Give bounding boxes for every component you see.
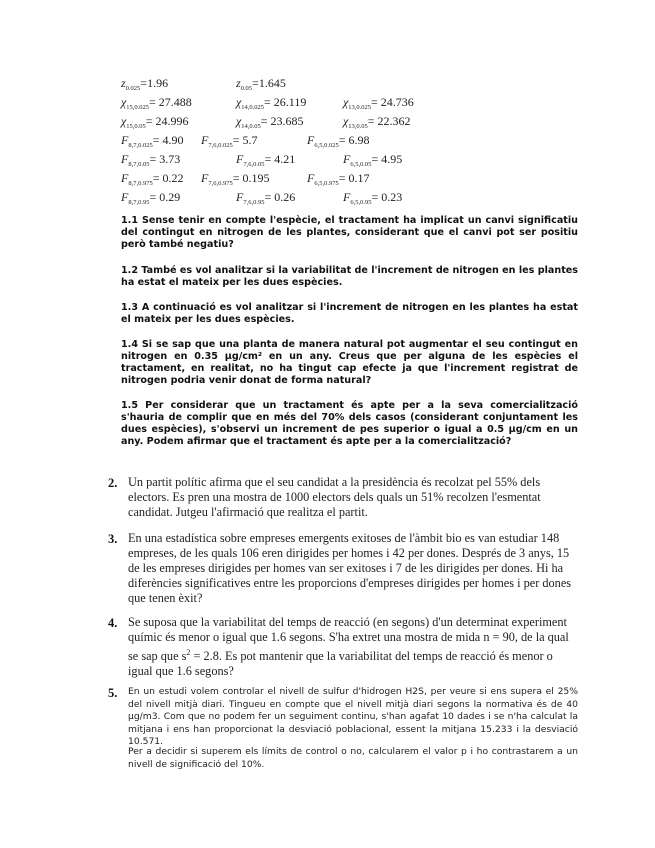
f-value: $F_{6,5,0.025}= 6.98$	[307, 133, 370, 149]
problem-3-text: En una estadística sobre empreses emergents exitoses de l'àmbit bio es van estudiar 148 empreses, de les quals 106 eren dirigides per homes i 42 per dones. Després de 3 anys, 15 de les empreses dirigides per homes van ser exitoses i 7 de les dirigides per dones. Hi ha diferències significatives entre les proporcions d'empreses dirigides per homes i per dones que tenen èxit?	[128, 531, 572, 605]
chi-square-value: $\chi_{15,0.05}= 24.996$	[121, 114, 189, 130]
problem-4-text: Se suposa que la variabilitat del temps de reacció (en segons) d'un determinat experiment químic és menor o igual que 1.6 segons. S'ha extret una mostra de mida n = 90, de la qual se sap que $s^2 = 2.8$. Es pot mantenir que la variabilitat del temps de reacció és menor o igual que 1.6 segons?	[128, 615, 569, 679]
z-value: $z_{0.05}=1.645$	[236, 76, 286, 92]
question-1-3: 1.3 A continuació es vol analitzar si l'increment de nitrogen en les plantes ha estat el mateix per les dues espècies.	[121, 302, 578, 325]
table-row	[121, 171, 541, 190]
f-value: $F_{8,7,0.025}= 4.90$	[121, 133, 184, 149]
chi-square-value: $\chi_{14,0.05}= 23.685$	[236, 114, 304, 130]
problem-5-text-2: Per a decidir si superem els límits de control o no, calcularem el valor p i ho contrastarem a un nivell de significació del 10%.	[128, 746, 578, 770]
problem-4-number: 4.	[108, 616, 118, 630]
question-1-5: 1.5 Per considerar que un tractament és apte per a la seva comercialització s'hauria de complir que en més del 70% dels casos (considerant conjuntament les dues espècies), s'observi un increment de pes superior o igual a 0.5 µg/cm en un any. Podem afirmar que el tractament és apte per a la comercialització?	[121, 400, 578, 447]
f-value: $F_{8,7,0.05}= 3.73$	[121, 152, 181, 168]
question-1-2: 1.2 També es vol analitzar si la variabilitat de l'increment de nitrogen en les plantes ha estat el mateix per les dues espècies.	[121, 265, 578, 288]
table-row	[121, 95, 541, 114]
f-value: $F_{7,6,0.975}= 0.195$	[201, 171, 270, 187]
table-row	[121, 190, 541, 209]
problem-2-text: Un partit polític afirma que el seu candidat a la presidència és recolzat pel 55% dels electors. Es pren una mostra de 1000 electors dels quals un 51% recolzen l'esmentat candidat. Jutgeu l'afirmació que realitza el partit.	[128, 475, 541, 519]
table-row	[121, 133, 541, 152]
z-value: $z_{0.025}=1.96$	[121, 76, 169, 92]
table-row	[121, 76, 541, 95]
problem-3-number: 3.	[108, 532, 118, 546]
f-value: $F_{8,7,0.975}= 0.22$	[121, 171, 184, 187]
problem-5-number: 5.	[108, 686, 118, 700]
f-value: $F_{6,5,0.975}= 0.17$	[307, 171, 370, 187]
f-value: $F_{8,7,0.95}= 0.29$	[121, 190, 181, 206]
chi-square-value: $\chi_{13,0.025}= 24.736$	[343, 95, 414, 111]
f-value: $F_{7,6,0.95}= 0.26$	[236, 190, 296, 206]
table-row	[121, 114, 541, 133]
chi-square-value: $\chi_{13,0.05}= 22.362$	[343, 114, 411, 130]
problem-5-text: En un estudi volem controlar el nivell de sulfur d'hidrogen H2S, per veure si ens supera el 25% del nivell mitjà diari. Tingueu en compte que el nivell mitjà diari segons la normativa és de 40 µg/m3. Com que no podem fer un seguiment continu, s'han agafat 10 dades i se n'ha calculat la mitjana i ens han proporcionat la desviació poblacional, essent la mitjana 15.233 i la desviació 10.571.	[128, 686, 578, 747]
problem-2-number: 2.	[108, 476, 118, 490]
f-value: $F_{7,6,0.025}= 5.7$	[201, 133, 258, 149]
chi-square-value: $\chi_{14,0.025}= 26.119$	[236, 95, 307, 111]
statistical-values-table	[121, 76, 541, 209]
f-value: $F_{7,6,0.05}= 4.21$	[236, 152, 296, 168]
question-1-4: 1.4 Si se sap que una planta de manera natural pot augmentar el seu contingut en nitrogen en 0.35 µg/cm² en un any. Creus que per alguna de les espècies el tractament, en realitat, no ha tingut cap efecte ja que l'increment registrat de nitrogen podria venir donat de forma natural?	[121, 339, 578, 386]
chi-square-value: $\chi_{15,0.025}= 27.488$	[121, 95, 192, 111]
table-row	[121, 152, 541, 171]
question-1-1: 1.1 Sense tenir en compte l'espècie, el tractament ha implicat un canvi significatiu del contingut en nitrogen de les plantes, considerant que el canvi pot ser positiu però també negatiu?	[121, 215, 578, 250]
f-value: $F_{6,5,0.95}= 0.23$	[343, 190, 403, 206]
f-value: $F_{6,5,0.05}= 4.95$	[343, 152, 403, 168]
